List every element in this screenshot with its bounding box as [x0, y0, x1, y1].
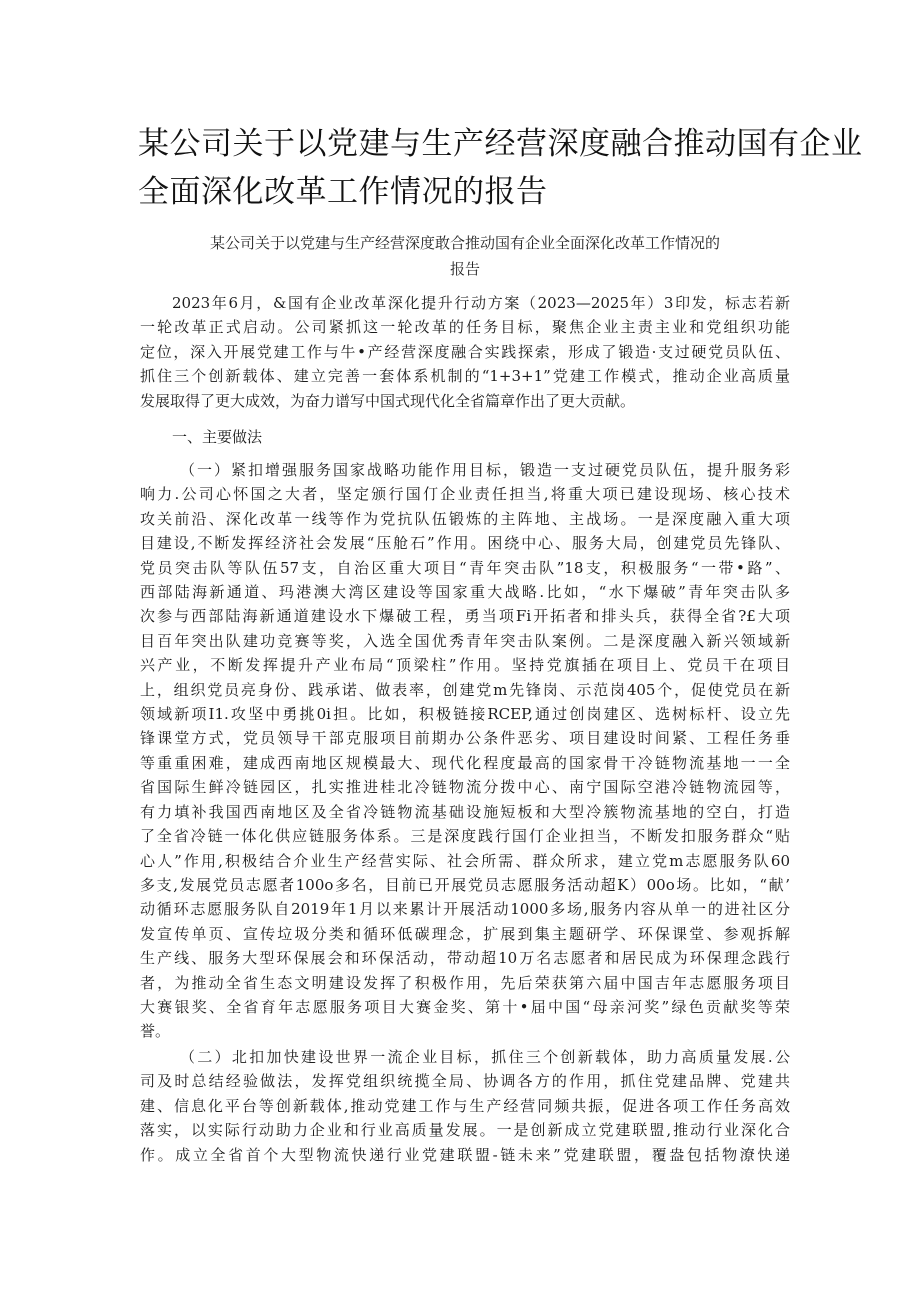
paragraph-line: 生产线、服务大型环保展会和环保活动，带动超10万名志愿者和居民成为环保理念践行	[140, 949, 790, 968]
document-title-line: 某公司关于以党建与生产经营深度融合推动国有企业	[138, 126, 863, 162]
intro-paragraph	[140, 291, 790, 413]
paragraph-line: 上，组织党员亮身份、践承诺、做表率，创建党m先锋岗、示范岗405个，促使党员在新	[140, 680, 790, 699]
paragraph-line: 定位，深入开展党建工作与牛•产经营深度融合实践探索，形成了锻造·支过硬党员队伍、	[140, 342, 790, 361]
paragraph-line: 发宣传单页、宣传垃圾分类和循环低碳理念，扩展到集主题研学、环保课堂、参观拆解	[140, 924, 790, 943]
paragraph-line: 领域新项I1.攻坚中勇挑0i担。比如，积极链接RCEP,通过创岗建区、选树标杆、设立先	[140, 705, 790, 724]
paragraph-line: 2023年6月，&国有企业改革深化提升行动方案（2023—2025年）3印发，标志若新	[172, 294, 790, 312]
paragraph-line: 心人”作用,积极结合介业生产经营实际、社会所需、群众所求，建立党m志愿服务队60	[140, 851, 790, 870]
section-heading: 一、主要做法	[172, 428, 263, 446]
document-subtitle-line: 报告	[449, 260, 480, 278]
paragraph-line: 锋课堂方式，党员领导干部克服项目前期办公条件恶劣、项目建设时间紧、工程任务垂	[140, 729, 790, 748]
paragraph-line: 作。成立全省首个大型物流快递行业党建联盟-链未来”党建联盟，覆盎包括物潦快递	[140, 1145, 790, 1164]
paragraph-line: 攻关前沿、深化改革一线等作为党抗队伍锻炼的主阵地、主战场。一是深度融入重大项	[140, 509, 790, 528]
paragraph-line: 次参与西部陆海新通道建设水下爆破工程，勇当项Fi开拓者和排头兵，获得全省?£大项	[140, 607, 790, 626]
paragraph-line: 省国际生鲜冷链园区，扎实推进桂北冷链物流分拨中心、南宁国际空港冷链物流园等，	[140, 778, 790, 797]
paragraph-line: 党员突击队等队伍57支，自治区重大项目“青年突击队”18支，积极服务“一带•路”、	[140, 558, 790, 577]
paragraph-line: 大赛银奖、全省育年志愿服务项目大赛金奖、第十•届中国“母亲河奖”绿色贡献奖等荣	[140, 997, 790, 1016]
paragraph-line: 西部陆海新通道、玛港澳大湾区建设等国家重大战略.比如，“水下爆破”青年突击队多	[140, 583, 790, 602]
document-subtitle	[140, 230, 790, 282]
paragraph-line: 目百年突出队建功竞赛等奖，入选全国优秀青年突击队案例。二是深度融入新兴领域新	[140, 631, 790, 650]
paragraph-line: 多支,发展党员志愿者100o多名，目前已开展党员志愿服务活动超K）00o场。比如，“献’	[140, 875, 790, 894]
paragraph-line: 等重重困难，建成西南地区规模最大、现代化程度最高的国家骨干冷链物流基地一一全	[140, 753, 790, 772]
paragraph-line: 誉。	[140, 1022, 171, 1041]
document-title-line: 全面深化改革工作情况的报告	[138, 174, 548, 210]
paragraph-line: 一轮改革正式启动。公司紧抓这一轮改革的任务目标，聚焦企业主责主业和党组织功能	[140, 318, 790, 337]
paragraph-line: 有力填补我国西南地区及全省冷链物流基础设施短板和大型冷簇物流基地的空白，打造	[140, 802, 790, 821]
section-1-paragraph	[140, 458, 790, 1044]
paragraph-line: 落实，以实际行动助力企业和行业高质量发展。一是创新成立党建联盟,推动行业深化合	[140, 1121, 790, 1140]
paragraph-line: （一）紧扣增强服务国家战略功能作用目标，锻造一支过硬党员队伍，提升服务彩	[180, 461, 790, 479]
paragraph-line: 建、信息化平台等创新载体,推动党建工作与生产经营同频共振，促进各项工作任务高效	[140, 1096, 790, 1115]
document-title	[138, 120, 863, 216]
paragraph-line: 者，为推动全省生态文明建设发挥了积极作用，先后荣获第六届中国吉年志愿服务项目	[140, 973, 790, 992]
paragraph-line: （二）北扣加快建设世界一流企业目标，抓住三个创新载体，助力高质量发展.公	[180, 1048, 790, 1066]
paragraph-line: 了全省冷链一体化供应链服务体系。三是深度践行国仃企业担当，不断发扣服务群众“贴	[140, 827, 790, 846]
section-2-paragraph	[140, 1045, 790, 1167]
document-subtitle-line: 某公司关于以党建与生产经营深度敢合推动国有企业全面深化改革工作情况的	[209, 234, 720, 252]
paragraph-line: 目建设,不断发挥经济社会发展“压舱石”作用。困绕中心、服务大局，创建党员先锋队、	[140, 534, 790, 553]
paragraph-line: 响力.公司心怀国之大者，坚定颁行国仃企业责任担当,将重大项已建设现场、核心技术	[140, 485, 790, 504]
paragraph-line: 动循环志愿服务队自2019年1月以来累计开展活动1000多场,服务内容从单一的进社区分	[140, 900, 790, 919]
paragraph-line: 抓住三个创新载体、建立完善一套体系机制的“1+3+1”党建工作模式，推动企业高质量	[140, 367, 790, 386]
paragraph-line: 兴产业，不断发挥提升产业布局“顶梁柱”作用。坚持党旗插在项目上、党员干在项目	[140, 656, 790, 675]
paragraph-line: 发展取得了更大成效，为奋力谱写中国式现代化全省篇章作出了更大贡献。	[140, 391, 636, 410]
paragraph-line: 司及时总结经验做法，发挥党组织统揽全局、协调各方的作用，抓住党建品牌、党建共	[140, 1072, 790, 1091]
